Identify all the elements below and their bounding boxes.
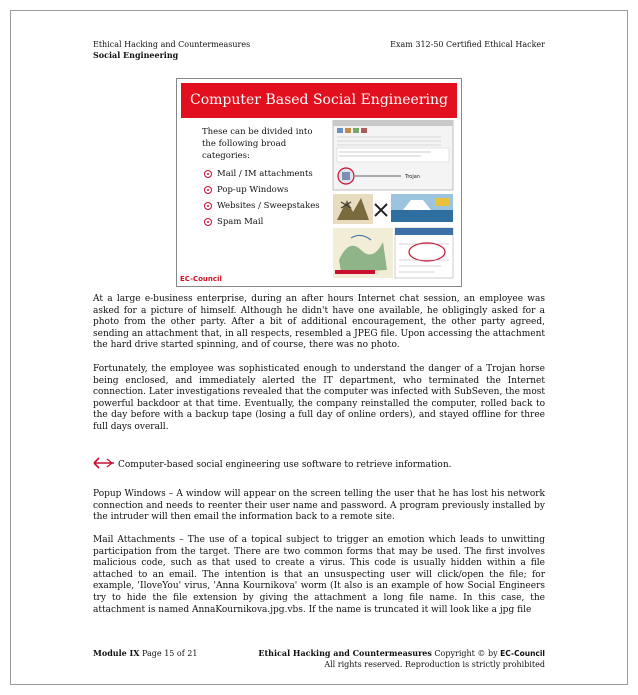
slide-bullet-list xyxy=(204,166,320,230)
slide-figure xyxy=(176,78,462,287)
footer-module: Module IX xyxy=(93,648,140,658)
ec-council-logo: EC-Council xyxy=(180,275,222,283)
pointer-arrow-icon xyxy=(93,457,115,469)
footer-copyright xyxy=(258,648,545,670)
bullet-icon xyxy=(204,186,212,194)
paragraph-popup-windows: Popup Windows – A window will appear on the screen telling the user that he has lost his network connection and needs to reenter their user name and password. A program previously installed by the intruder will then email the information back to a remote site. xyxy=(93,489,545,523)
sweepstakes-ad-images xyxy=(333,194,453,224)
header-course-title: Ethical Hacking and Countermeasures xyxy=(93,40,251,49)
paragraph-mail-attachments: Mail Attachments – The use of a topical subject to trigger an emotion which leads to unwitting participation from the target. There are two common forms that may be used. The first involves malicious code, such as that used to create a virus. This code is usually hidden within a file attached to an email. The intention is that an unsuspecting user will click/open the file; for example, 'IloveYou' virus, 'Anna Kournikova' worm (It also is an example of how Social Engineers try to hide the file extension by giving the attachment a long file name. In this case, the attachment is named AnnaKournikova.jpg.vbs. If the name is truncated it will look like a jpg file xyxy=(93,535,545,615)
footer-module-info xyxy=(93,648,197,658)
slide-bullet-item: Pop-up Windows xyxy=(204,182,320,198)
footer-course-title: Ethical Hacking and Countermeasures xyxy=(258,648,432,658)
header-module-topic: Social Engineering xyxy=(93,50,179,60)
slide-bullet-item: Spam Mail xyxy=(204,214,320,230)
header-exam-title: Exam 312-50 Certified Ethical Hacker xyxy=(390,40,545,49)
slide-bullet-item: Websites / Sweepstakes xyxy=(204,198,320,214)
paragraph-trojan-response: Fortunately, the employee was sophisticated enough to understand the danger of a Trojan horse being enclosed, and immediately alerted the IT department, who terminated the Internet connection. Later investigations revealed that the computer was infected with SubSeven, the most powerful backdoor at that time. Eventually, the company reinstalled the computer, rolled back to the day before with a backup tape (losing a full day of online orders), and stayed offline for three full days overall. xyxy=(93,364,545,432)
page-header-left xyxy=(93,39,250,61)
trojan-label: Trojan xyxy=(405,174,420,180)
bullet-icon xyxy=(204,170,212,178)
social-engineering-collage-image xyxy=(331,120,455,284)
bullet-icon xyxy=(204,202,212,210)
footer-page-number: Page 15 of 21 xyxy=(142,649,198,658)
email-client-screenshot xyxy=(333,120,453,190)
paragraph-chat-incident: At a large e-business enterprise, during an after hours Internet chat session, an employee was asked for a picture of himself. Although he didn't have one available, he obligingly asked for a photo from the other party. After a bit of additional encouragement, the other party agreed, sending an attachment that, in all respects, resembled a JPEG file. Upon accessing the attachment the hard drive started spinning, and of course, there was no photo. xyxy=(93,294,545,351)
slide-intro-text: These can be divided into the following broad categories: xyxy=(202,127,313,161)
note-callout xyxy=(93,457,452,470)
footer-copyright-text: Copyright © by xyxy=(434,649,498,658)
slide-title-bar xyxy=(181,83,457,118)
footer-rights-text: All rights reserved. Reproduction is strictly prohibited xyxy=(324,660,545,669)
slide-title: Computer Based Social Engineering xyxy=(190,92,448,108)
slide-bullet-item: Mail / IM attachments xyxy=(204,166,320,182)
bullet-icon xyxy=(204,218,212,226)
note-text: Computer-based social engineering use software to retrieve information. xyxy=(118,460,452,470)
website-map-images xyxy=(333,228,453,278)
footer-ec-council-logo: EC-Council xyxy=(500,649,545,658)
